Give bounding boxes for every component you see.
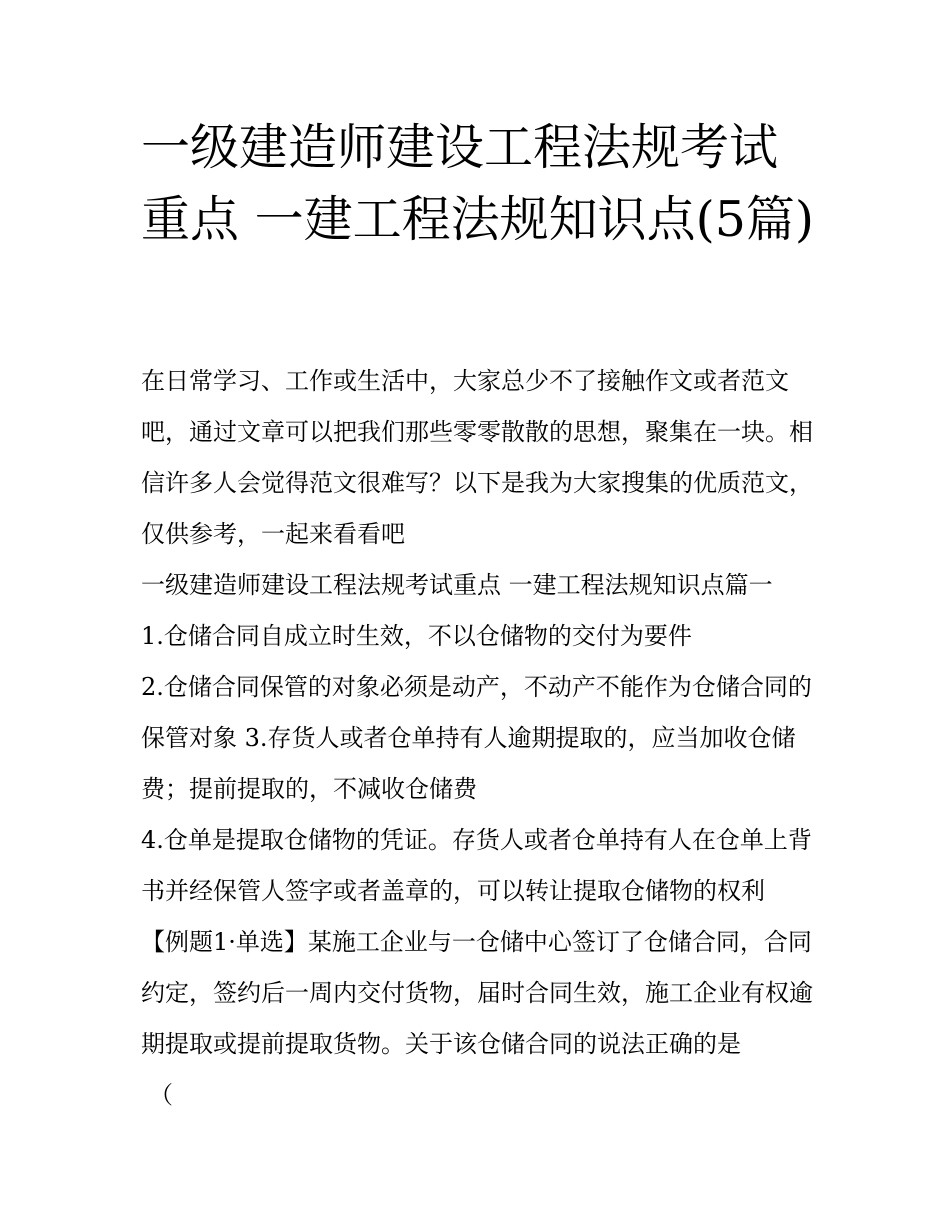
intro-paragraph: 在日常学习、工作或生活中，大家总少不了接触作文或者范文吧，通过文章可以把我们那些零零散散的思想，聚集在一块。相信许多人会觉得范文很难写？以下是我为大家搜集的优质范文，仅供参考，一起来看看吧 (141, 367, 813, 548)
example-question: 【例题1·单选】某施工企业与一仓储中心签订了仓储合同，合同约定，签约后一周内交付货物，届时合同生效，施工企业有权逾期提取或提前提取货物。关于该仓储合同的说法正确的是 (141, 928, 813, 1058)
point-1: 1.仓储合同自成立时生效，不以仓储物的交付为要件 (141, 622, 692, 650)
answer-bracket: （ (149, 1081, 173, 1109)
document-body (141, 356, 817, 1121)
section-heading: 一级建造师建设工程法规考试重点 一建工程法规知识点篇一 (141, 571, 773, 599)
point-2-3: 2.仓储合同保管的对象必须是动产，不动产不能作为仓储合同的保管对象 3.存货人或者仓单持有人逾期提取的，应当加收仓储费；提前提取的，不减收仓储费 (141, 673, 812, 803)
document-title: 一级建造师建设工程法规考试重点 一建工程法规知识点(5篇) (141, 119, 814, 248)
point-4: 4.仓单是提取仓储物的凭证。存货人或者仓单持有人在仓单上背书并经保管人签字或者盖章的，可以转让提取仓储物的权利 (141, 826, 812, 905)
